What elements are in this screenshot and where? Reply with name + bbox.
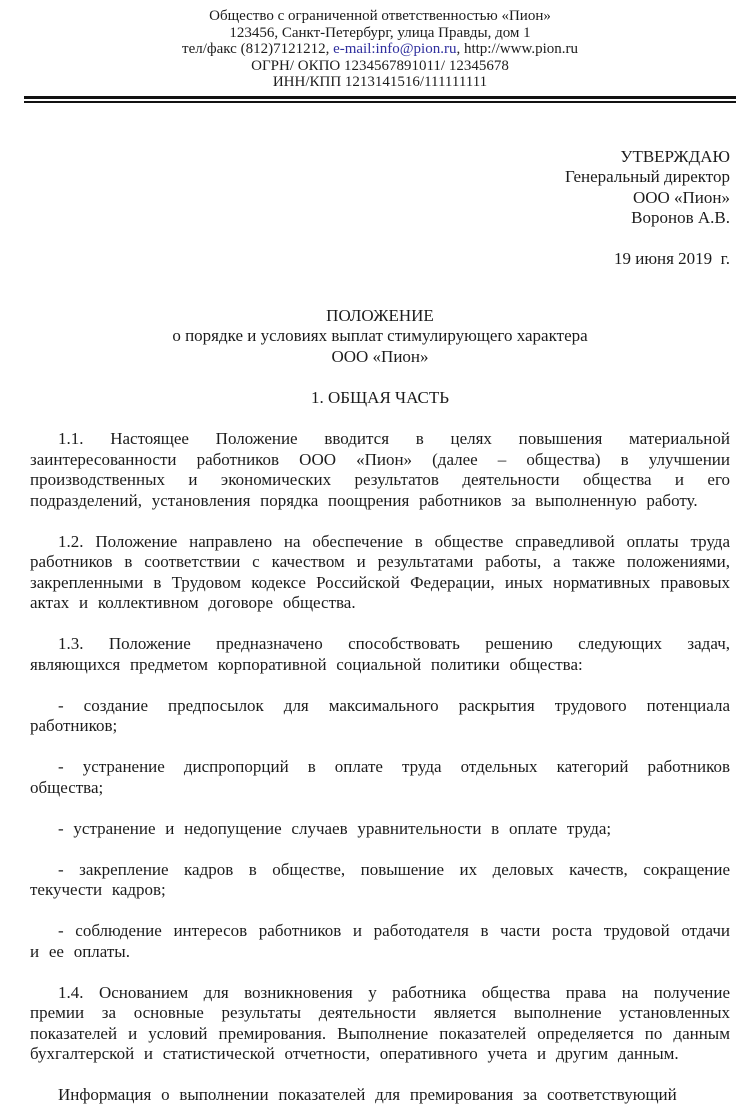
letterhead-company-name: Общество с ограниченной ответственностью «Пион» bbox=[209, 8, 551, 24]
list-item-1: - создание предпосылок для максимального раскрытия трудового потенциала работников; bbox=[30, 695, 730, 735]
paragraph-1-1: 1.1. Настоящее Положение вводится в целях повышения материальной заинтересованности работников ООО «Пион» (далее – общества) в улучшении производственных и экономических результатов деятельности общества и его подразделений, установления порядка поощрения работников за выполненную работу. bbox=[30, 429, 730, 510]
approval-company: ООО «Пион» bbox=[632, 187, 730, 207]
letterhead-divider bbox=[24, 96, 736, 103]
document-title bbox=[30, 306, 730, 368]
section-heading: 1. ОБЩАЯ ЧАСТЬ bbox=[310, 388, 450, 407]
letterhead-contacts bbox=[30, 41, 730, 58]
title-line-2: о порядке и условиях выплат стимулирующего характера bbox=[172, 326, 588, 345]
paragraph-1-4: 1.4. Основанием для возникновения у работника общества права на получение премии за основные результаты деятельности является выполнение установленных показателей и условий премирования. Выполнение показателей определяется по данным бухгалтерской и статистической отчетности, оперативного учета и другим данным. bbox=[30, 982, 730, 1063]
list-item-4: - закрепление кадров в обществе, повышение их деловых качеств, сокращение текучести кадров; bbox=[30, 859, 730, 899]
divider-line-top bbox=[24, 96, 736, 99]
letterhead-inn-kpp: ИНН/КПП 1213141516/111111111 bbox=[272, 74, 488, 90]
title-line-3: ООО «Пион» bbox=[331, 346, 429, 366]
approval-block bbox=[30, 147, 730, 270]
list-item-3: - устранение и недопущение случаев уравнительности в оплате труда; bbox=[58, 818, 612, 838]
divider-line-bottom bbox=[24, 101, 736, 103]
title-line-1: ПОЛОЖЕНИЕ bbox=[326, 305, 434, 325]
letterhead bbox=[30, 8, 730, 91]
paragraph-1-3: 1.3. Положение предназначено способствовать решению следующих задач, являющихся предметом корпоративной социальной политики общества: bbox=[30, 634, 730, 674]
approval-date: 19 июня 2019 г. bbox=[613, 249, 730, 268]
list-item-2: - устранение диспропорций в оплате труда отдельных категорий работников общества; bbox=[30, 757, 730, 797]
letterhead-address: 123456, Санкт-Петербург, улица Правды, дом 1 bbox=[229, 24, 531, 41]
email-link[interactable]: e-mail:info@pion.ru bbox=[333, 41, 457, 57]
website-text: http://www.pion.ru bbox=[463, 41, 578, 57]
letterhead-contacts-separator: , bbox=[456, 41, 464, 57]
letterhead-phone: тел/факс (812)7121212, bbox=[182, 41, 334, 57]
paragraph-1-2: 1.2. Положение направлено на обеспечение в обществе справедливой оплаты труда работников в соответствии с качеством и результатами работы, а также положениями, закрепленными в Трудовом кодексе Российской Федерации, иных нормативных правовых актах и коллективном договоре общества. bbox=[30, 531, 730, 612]
letterhead-ogrn-okpo: ОГРН/ ОКПО 1234567891011/ 12345678 bbox=[251, 57, 509, 74]
approval-label: УТВЕРЖДАЮ bbox=[620, 146, 730, 166]
paragraph-1-4-continuation: Информация о выполнении показателей для премирования за соответствующий bbox=[58, 1085, 677, 1104]
approval-position: Генеральный директор bbox=[564, 167, 730, 186]
approval-signatory: Воронов А.В. bbox=[631, 208, 730, 227]
list-item-5: - соблюдение интересов работников и работодателя в части роста трудовой отдачи и ее оплаты. bbox=[30, 921, 730, 961]
